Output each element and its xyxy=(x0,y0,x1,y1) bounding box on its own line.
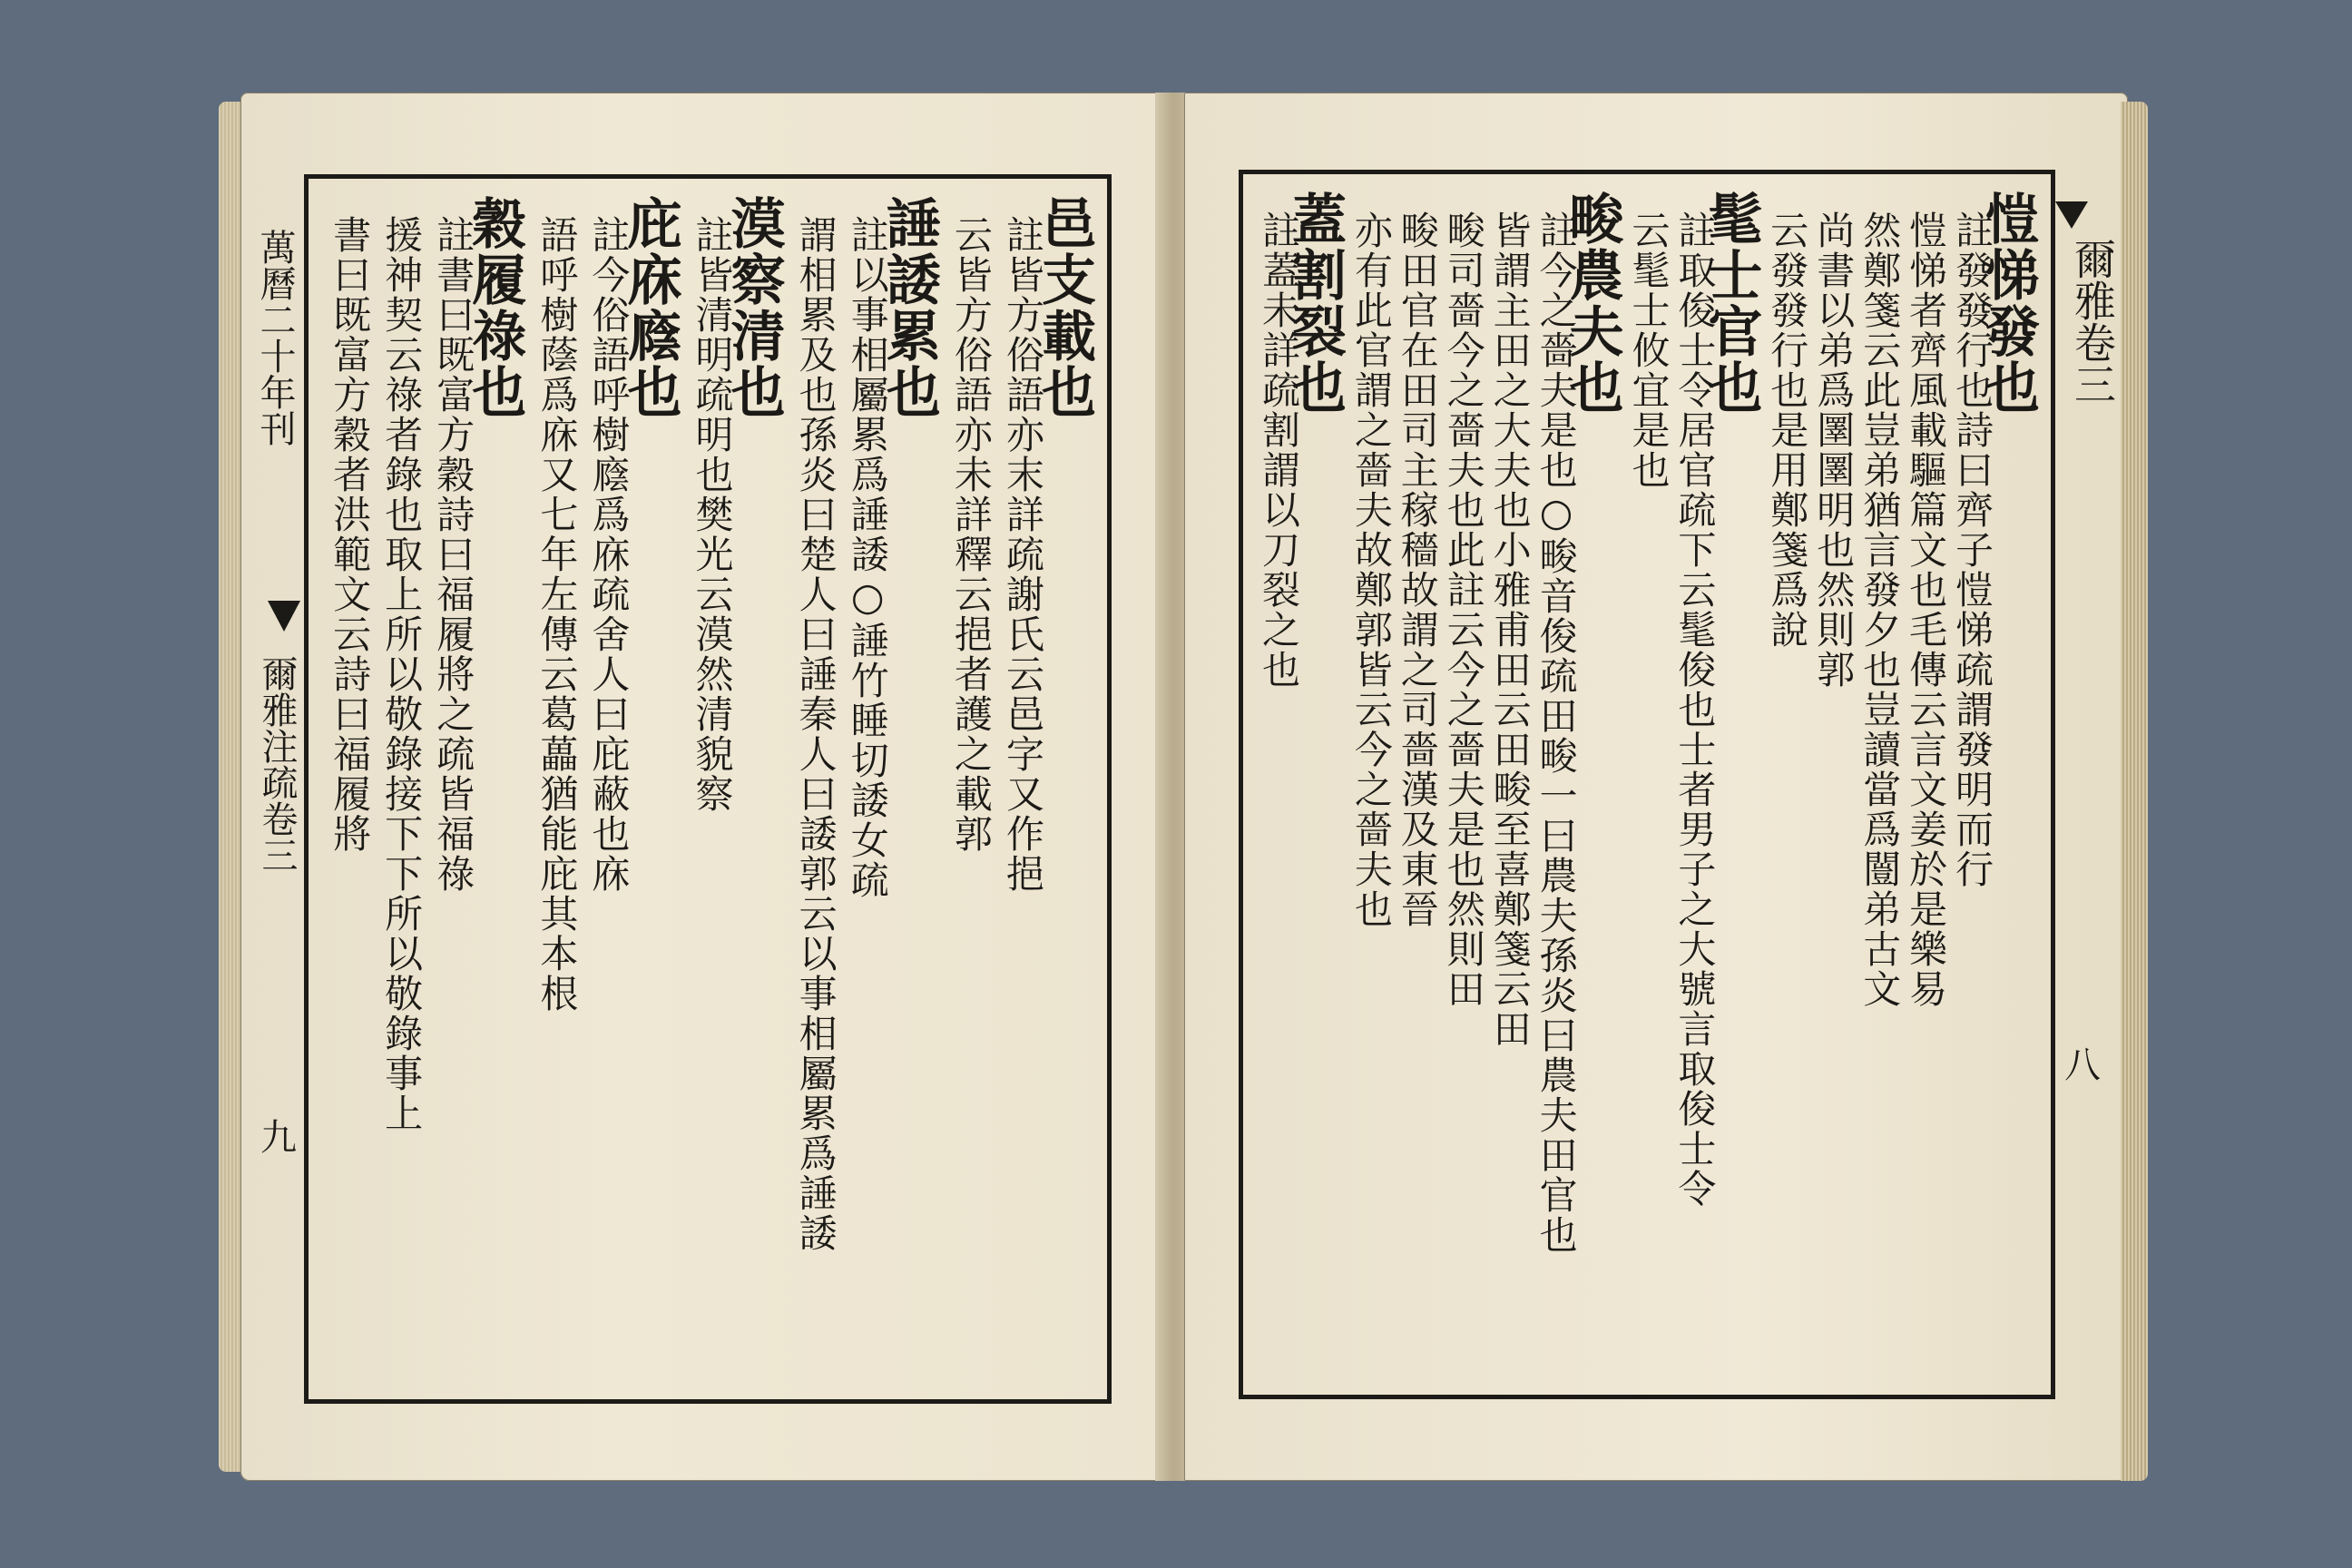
entry-commentary: 云髦士攸宜是也 xyxy=(1626,211,1671,490)
entry-commentary: 語呼樹蔭爲庥又七年左傳云葛藟猶能庇其本根 xyxy=(534,215,580,1014)
entry-commentary: 註今之嗇夫是也○畯音俊疏田畯一曰農夫孫炎曰農夫田官也 xyxy=(1534,211,1579,1255)
entry-commentary: 註蓋未詳疏割謂以刀裂之也 xyxy=(1256,211,1301,690)
entry-commentary: 愷悌者齊風載驅篇文也毛傳云言文姜於是樂易 xyxy=(1904,211,1949,1009)
entry-commentary: 尚書以弟爲圛圛明也然則郭 xyxy=(1811,211,1857,690)
left-margin-title: 爾雅注疏卷三 xyxy=(256,655,298,873)
entry-commentary: 畯田官在田司主稼穡故謂之司嗇漢及東晉 xyxy=(1395,211,1440,929)
entry-heading: 邑支載也 xyxy=(1033,195,1096,420)
entry-commentary: 皆謂主田之大夫也小雅甫田云田畯至喜鄭箋云田 xyxy=(1487,211,1533,1049)
entry-heading: 諈諉累也 xyxy=(877,195,941,420)
left-text-frame xyxy=(304,174,1112,1404)
entry-commentary: 註以事相屬累爲諈諉○諈竹睡切諉女疏 xyxy=(845,215,890,900)
right-page xyxy=(1184,93,2128,1481)
entry-commentary: 云發發行也是用鄭箋爲說 xyxy=(1765,211,1810,650)
fold-mark-left xyxy=(268,601,300,632)
entry-heading: 穀履祿也 xyxy=(463,195,527,420)
entry-commentary: 註今俗語呼樹廕爲庥疏舍人曰庇蔽也庥 xyxy=(586,215,632,894)
entry-heading: 愷悌發也 xyxy=(1976,191,2040,416)
open-book xyxy=(240,93,2128,1481)
entry-commentary: 書曰既富方穀者洪範文云詩曰福履將 xyxy=(328,215,373,854)
entry-heading: 髦士官也 xyxy=(1699,191,1763,416)
left-page xyxy=(240,93,1166,1481)
right-page-edges xyxy=(2121,102,2148,1481)
entry-commentary: 云皆方俗語亦未詳釋云挹者護之載郭 xyxy=(948,215,994,854)
entry-commentary: 謂相累及也孫炎曰楚人曰諈秦人曰諉郭云以事相屬累爲諈諉 xyxy=(793,215,838,1253)
left-page-number: 九 xyxy=(260,1117,297,1159)
entry-commentary: 援神契云祿者錄也取上所以敬錄接下下所以敬錄事上 xyxy=(379,215,425,1133)
entry-commentary: 註皆方俗語亦末詳疏謝氏云邑字又作挹 xyxy=(1000,215,1045,894)
entry-commentary: 註取俊士令居官疏下云髦俊也士者男子之大號言取俊士令 xyxy=(1672,211,1718,1209)
entry-commentary: 註書曰既富方穀詩曰福履將之疏皆福祿 xyxy=(431,215,476,894)
entry-commentary: 亦有此官謂之嗇夫故鄭郭皆云今之嗇夫也 xyxy=(1348,211,1394,929)
entry-commentary: 畯司嗇今之嗇夫也此註云今之嗇夫是也然則田 xyxy=(1441,211,1486,1009)
entry-heading: 蓋割裂也 xyxy=(1282,191,1347,416)
right-page-number: 八 xyxy=(2064,1044,2101,1086)
left-margin-header: 萬曆二十年刊 xyxy=(254,229,296,446)
entry-commentary: 註皆清明疏明也樊光云漠然清貌察 xyxy=(690,215,735,814)
entry-heading: 漠察清也 xyxy=(721,195,786,420)
right-margin-title: 爾雅卷三 xyxy=(2068,238,2117,405)
right-text-frame xyxy=(1239,170,2055,1399)
entry-commentary: 註發發行也詩曰齊子愷悌疏謂發明而行 xyxy=(1950,211,1995,889)
entry-heading: 庇庥廕也 xyxy=(618,195,682,420)
entry-heading: 畯農夫也 xyxy=(1560,191,1624,416)
fold-mark-right xyxy=(2055,201,2088,229)
entry-commentary: 然鄭箋云此豈弟猶言發夕也豈讀當爲闓弟古文 xyxy=(1857,211,1903,1009)
